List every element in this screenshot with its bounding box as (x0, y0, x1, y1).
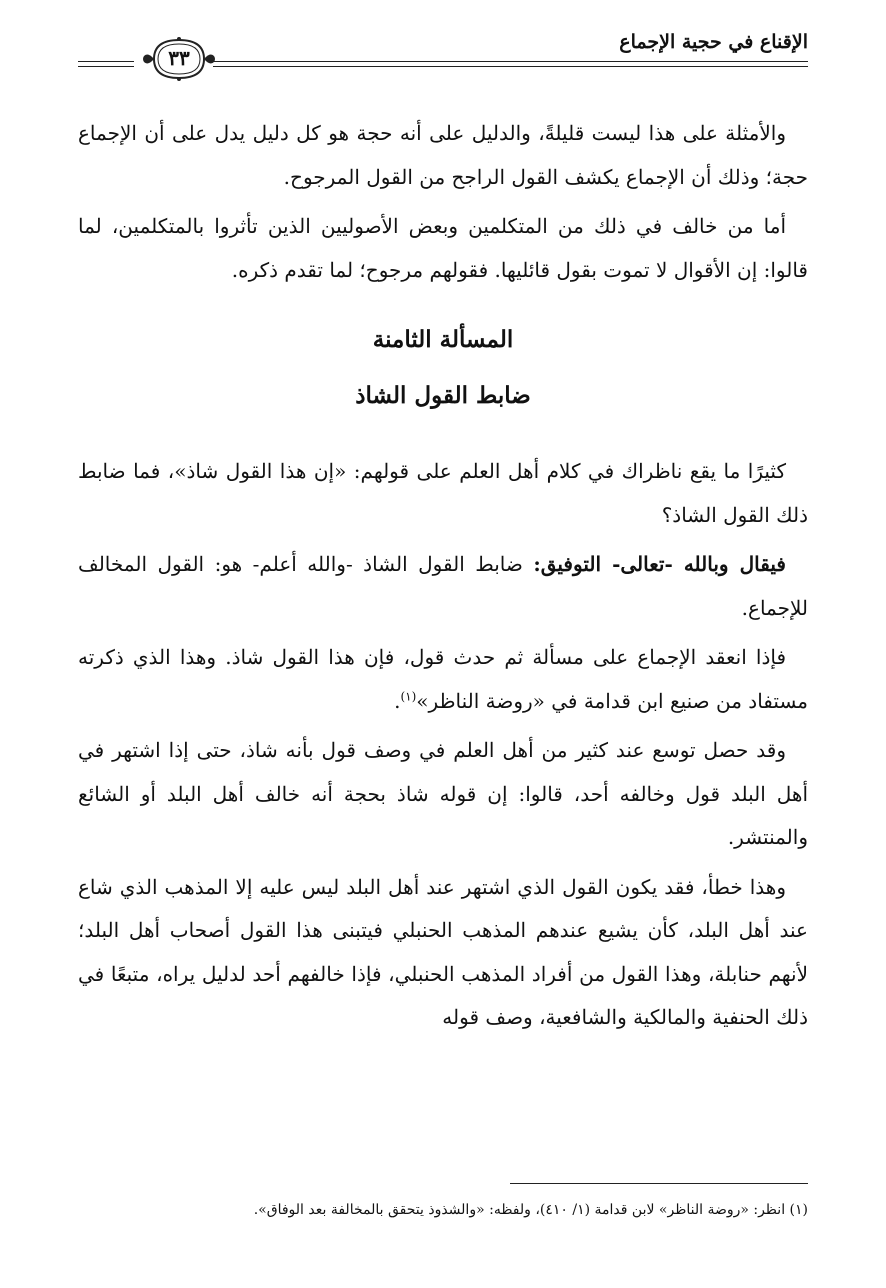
header-rule-right-top (213, 61, 808, 62)
page-number-ornament-icon (140, 34, 218, 84)
header-rule-left-bottom (78, 66, 134, 67)
paragraph-5-text: فإذا انعقد الإجماع على مسألة ثم حدث قول، فإن هذا القول شاذ. وهذا الذي ذكرته مستفاد من صنيع ابن قدامة في «روضة الناظر» (78, 645, 808, 713)
paragraph-3: كثيرًا ما يقع ناظراك في كلام أهل العلم على قولهم: «إن هذا القول شاذ»، فما ضابط ذلك القول الشاذ؟ (78, 459, 808, 527)
section-subheading: ضابط القول الشاذ (355, 382, 531, 409)
paragraph-4-lead: فيقال وبالله -تعالى- التوفيق: (533, 552, 786, 576)
footnote: (١) انظر: «روضة الناظر» لابن قدامة (١/ ٤١٠)، ولفظه: «والشذوذ يتحقق بالمخالفة بعد الوفاق». (253, 1202, 808, 1218)
footnote-reference[interactable]: (١) (400, 688, 417, 703)
paragraph-4 (78, 543, 808, 630)
paragraph-5 (78, 636, 808, 723)
running-title: الإقناع في حجية الإجماع (619, 31, 808, 53)
header-rule-right-bottom (213, 66, 808, 67)
page-body (78, 112, 808, 1046)
header-rule-left-top (78, 61, 134, 62)
paragraph-5-end: . (394, 688, 401, 713)
page-number: ٣٣ (168, 46, 190, 70)
paragraph-4-rest: ضابط القول الشاذ -والله أعلم- هو: القول المخالف للإجماع. (78, 552, 808, 620)
paragraph-6: وقد حصل توسع عند كثير من أهل العلم في وصف قول بأنه شاذ، حتى إذا اشتهر في أهل البلد قول وخالفه أحد، قالوا: إن قوله شاذ بحجة أنه خالف أهل البلد أو الشائع والمنتشر. (78, 738, 808, 849)
page-header (78, 28, 808, 84)
paragraph-7: وهذا خطأ، فقد يكون القول الذي اشتهر عند أهل البلد ليس عليه إلا المذهب الذي شاع عند أهل البلد، كأن يشيع عندهم المذهب الحنبلي فيتبنى هذا القول أصحاب أهل البلد؛ لأنهم حنابلة، وهذا القول من أفراد المذهب الحنبلي، فإذا خالفهم أحد لدليل يراه، متبعًا في ذلك الحنفية والمالكية والشافعية، وصف قوله (78, 874, 808, 1029)
paragraph-2: أما من خالف في ذلك من المتكلمين وبعض الأصوليين الذين تأثروا بالمتكلمين، لما قالوا: إن الأقوال لا تموت بقول قائليها. فقولهم مرجوح؛ لما تقدم ذكره. (78, 214, 808, 282)
paragraph-1: والأمثلة على هذا ليست قليلةً، والدليل على أنه حجة هو كل دليل يدل على أن الإجماع حجة؛ وذلك أن الإجماع يكشف القول الراجح من القول المرجوح. (78, 121, 808, 189)
section-heading: المسألة الثامنة (372, 326, 514, 353)
footnote-separator (510, 1183, 808, 1184)
